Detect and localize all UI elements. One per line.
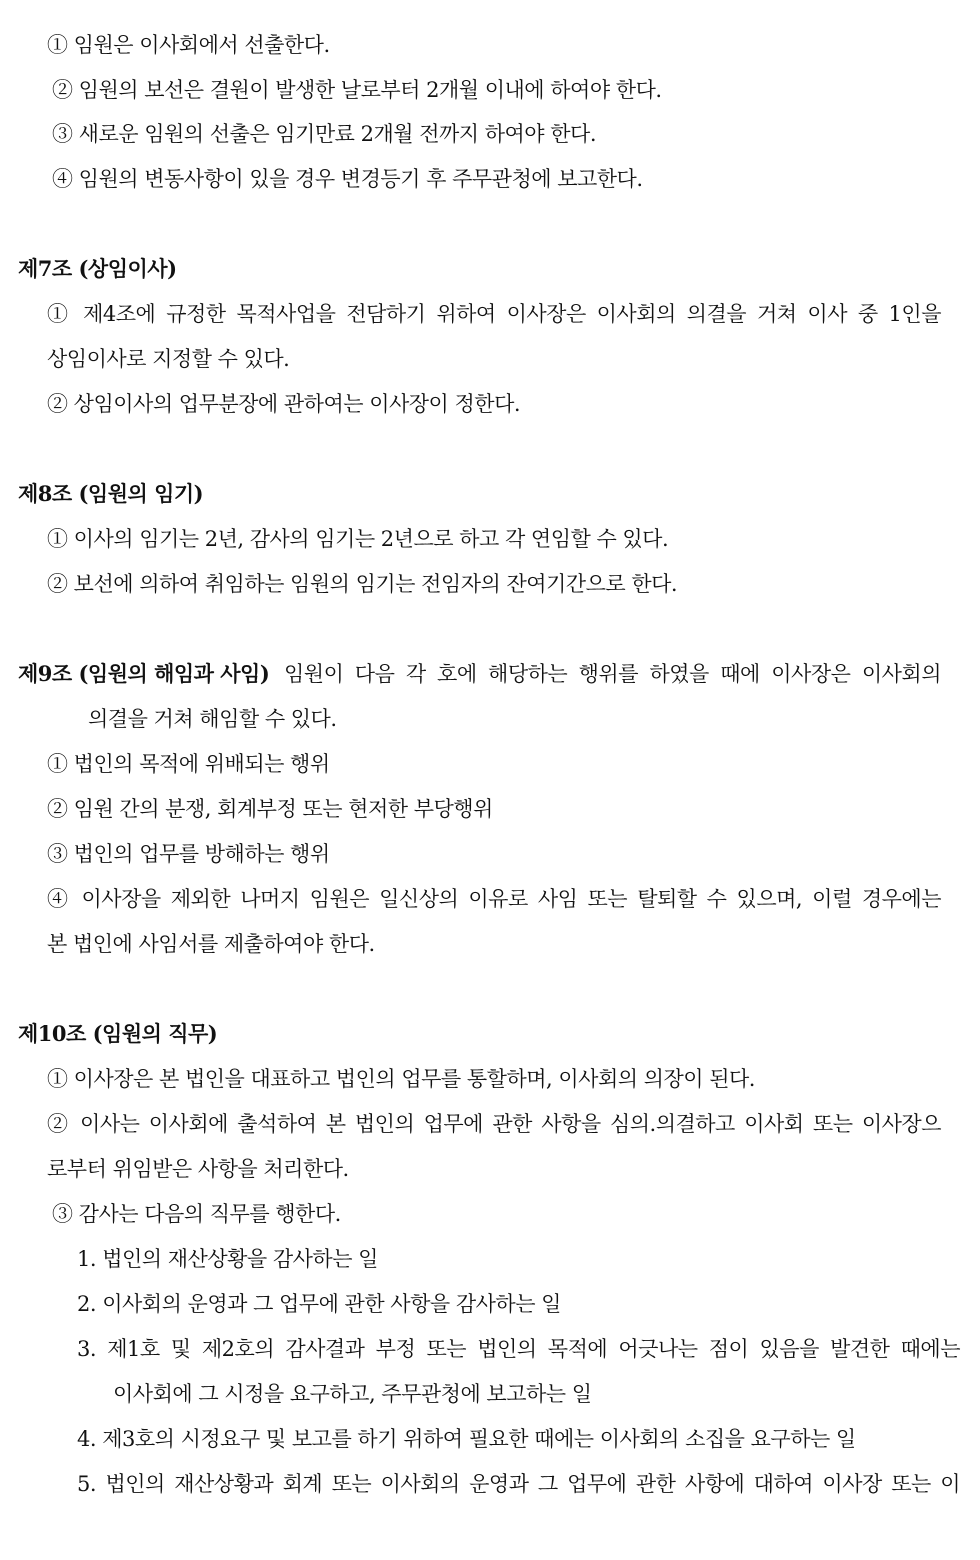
article10-item-2-line-1: ② 이사는 이사회에 출석하여 본 법인의 업무에 관한 사항을 심의.의결하고 이사회 또는 이사장으 (47, 1112, 941, 1136)
article9-title: 제9조 (임원의 해임과 사임) (18, 661, 270, 686)
article9-intro-line-2: 의결을 거쳐 해임할 수 있다. (88, 707, 337, 731)
article10-subitem-1: 1. 법인의 재산상황을 감사하는 일 (77, 1247, 378, 1271)
article7-item-2: ② 상임이사의 업무분장에 관하여는 이사장이 정한다. (47, 392, 521, 416)
article8-item-1: ① 이사의 임기는 2년, 감사의 임기는 2년으로 하고 각 연임할 수 있다. (47, 527, 669, 551)
article10-subitem-3-line-1: 3. 제1호 및 제2호의 감사결과 부정 또는 법인의 목적에 어긋나는 점이 있음을 발견한 때에는 (77, 1337, 960, 1361)
article10-item-1: ① 이사장은 본 법인을 대표하고 법인의 업무를 통할하며, 이사회의 의장이 된다. (47, 1067, 755, 1091)
article10-item-2-line-2: 로부터 위임받은 사항을 처리한다. (47, 1157, 349, 1181)
article6-item-1: ① 임원은 이사회에서 선출한다. (47, 33, 330, 57)
article7-item-1-line-2: 상임이사로 지정할 수 있다. (47, 347, 290, 371)
article9-item-4-line-1: ④ 이사장을 제외한 나머지 임원은 일신상의 이유로 사임 또는 탈퇴할 수 있으며, 이럴 경우에는 (47, 887, 941, 911)
article9-item-4-line-2: 본 법인에 사임서를 제출하여야 한다. (47, 932, 375, 956)
article6-item-3: ③ 새로운 임원의 선출은 임기만료 2개월 전까지 하여야 한다. (52, 122, 597, 146)
article8-title: 제8조 (임원의 임기) (18, 481, 204, 506)
article6-item-4: ④ 임원의 변동사항이 있을 경우 변경등기 후 주무관청에 보고한다. (52, 167, 643, 191)
article10-subitem-4: 4. 제3호의 시정요구 및 보고를 하기 위하여 필요한 때에는 이사회의 소집을 요구하는 일 (77, 1427, 856, 1451)
article9-intro-line-1: 임원이 다음 각 호에 해당하는 행위를 하였을 때에 이사장은 이사회의 (284, 662, 941, 686)
article10-item-3: ③ 감사는 다음의 직무를 행한다. (52, 1202, 341, 1226)
article7-item-1-line-1: ① 제4조에 규정한 목적사업을 전담하기 위하여 이사장은 이사회의 의결을 거쳐 이사 중 1인을 (47, 302, 941, 326)
article10-subitem-2: 2. 이사회의 운영과 그 업무에 관한 사항을 감사하는 일 (77, 1292, 561, 1316)
article7-title: 제7조 (상임이사) (18, 256, 177, 281)
article9-item-3: ③ 법인의 업무를 방해하는 행위 (47, 842, 330, 866)
article10-title: 제10조 (임원의 직무) (18, 1021, 218, 1046)
article9-item-2: ② 임원 간의 분쟁, 회계부정 또는 현저한 부당행위 (47, 797, 493, 821)
article6-item-2: ② 임원의 보선은 결원이 발생한 날로부터 2개월 이내에 하여야 한다. (52, 78, 662, 102)
article10-subitem-5-line-1: 5. 법인의 재산상황과 회계 또는 이사회의 운영과 그 업무에 관한 사항에 대하여 이사장 또는 이 (77, 1472, 960, 1496)
article9-item-1: ① 법인의 목적에 위배되는 행위 (47, 752, 330, 776)
article10-subitem-3-line-2: 이사회에 그 시정을 요구하고, 주무관청에 보고하는 일 (113, 1382, 592, 1406)
article8-item-2: ② 보선에 의하여 취임하는 임원의 임기는 전임자의 잔여기간으로 한다. (47, 572, 678, 596)
